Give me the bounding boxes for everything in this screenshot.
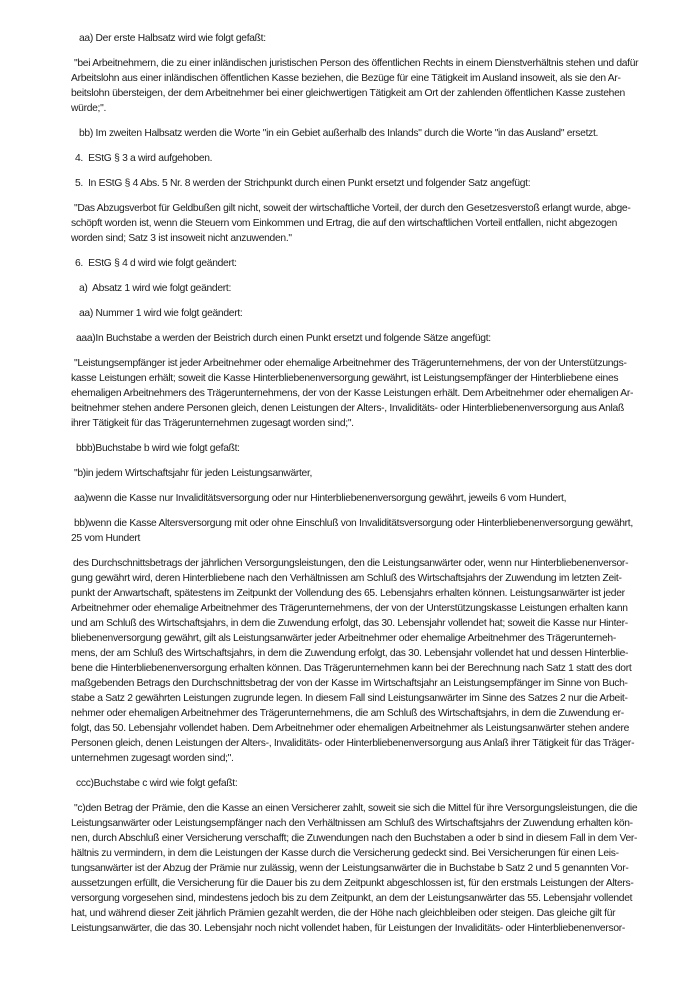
text-line: worden sind; Satz 3 ist insoweit nicht anzuwenden." [71,233,292,244]
text-line: würde;". [71,103,107,114]
paragraph [71,56,680,116]
text-line: Arbeitslohn aus einer inländischen öffentlichen Kasse beziehen, die Bezüge für eine Tätigkeit im Ausland insoweit, als sie den Ar- [71,73,621,84]
text-line: kasse Leistungen erhält; soweit die Kasse Hinterbliebenenversorgung gewährt, ist Leistungsempfänger der Hinterbliebene eines [71,373,619,384]
paragraph [71,801,680,936]
paragraph [71,556,680,766]
text-line: des Durchschnittsbetrags der jährlichen Versorgungsleistungen, den die Leistungsanwärter oder, wenn nur Hinterbliebenenversor- [73,558,629,569]
text-line: bliebenenversorgung gewährt, gilt als Leistungsanwärter jeder Arbeitnehmer oder ehemalige Arbeitnehmer des Trägerunterneh- [71,633,616,644]
paragraph [71,776,680,791]
paragraph [71,176,680,191]
paragraph [71,306,680,321]
text-line: ihrer Tätigkeit für das Trägerunternehmen zugesagt worden sind;". [71,418,354,429]
text-line: punkt der Anwartschaft, spätestens im Zeitpunkt der Vollendung des 65. Lebensjahrs erhalten können. Leistungsanwärter ist jeder [71,588,625,599]
text-line: aa) Der erste Halbsatz wird wie folgt gefaßt: [79,33,266,44]
text-line: 5. In EStG § 4 Abs. 5 Nr. 8 werden der Strichpunkt durch einen Punkt ersetzt und folgender Satz angefügt: [75,178,531,189]
text-line: "bei Arbeitnehmern, die zu einer inländischen juristischen Person des öffentlichen Rechts in einem Dienstverhältnis stehen und dafür [74,58,639,69]
paragraph [71,281,680,296]
text-line: hat, und während dieser Zeit jährlich Prämien gezahlt werden, die der Höhe nach gleichbleiben oder steigen. Das gleiche gilt für [71,908,616,919]
text-line: und am Schluß des Wirtschaftsjahrs, in dem die Zuwendung erfolgt, das 30. Lebensjahr vollendet hat; soweit die Kasse nur Hinter- [71,618,628,629]
text-line: mens, der am Schluß des Wirtschaftsjahrs, in dem die Zuwendung erfolgt, das 30. Lebensjahr vollendet hat und dessen Hinterblie- [71,648,629,659]
text-line: Leistungsanwärter, die das 30. Lebensjahr noch nicht vollendet haben, für Leistungen der Invaliditäts- oder Hinterbliebenenversor- [71,923,626,934]
paragraph [71,441,680,456]
text-line: aussetzungen erfüllt, die Versicherung für die Dauer bis zu dem Zeitpunkt abgeschlossen ist, für den erstmals Leistungen der Alters- [71,878,634,889]
paragraph [71,356,680,431]
text-line: hältnis zu vermindern, in dem die Leistungen der Kasse durch die Versicherung gedeckt sind. Bei Versicherungen für einen Leis- [71,848,619,859]
text-line: bb) Im zweiten Halbsatz werden die Worte "in ein Gebiet außerhalb des Inlands" durch die Worte "in das Ausland" ersetzt. [79,128,599,139]
text-line: schöpft worden ist, wenn die Steuern vom Einkommen und Ertrag, die auf den wirtschaftlichen Vorteil entfallen, nicht abgezogen [71,218,618,229]
text-line: ccc)Buchstabe c wird wie folgt gefaßt: [76,778,238,789]
paragraph [71,516,680,546]
text-line: a) Absatz 1 wird wie folgt geändert: [79,283,232,294]
text-line: gung gewährt wird, deren Hinterbliebene nach den Verhältnissen am Schluß des Wirtschaftsjahrs der Zuwendung im letzten Zeit- [71,573,622,584]
paragraph [71,31,680,46]
text-line: aa) Nummer 1 wird wie folgt geändert: [79,308,243,319]
paragraph [71,256,680,271]
paragraph [71,491,680,506]
text-line: bene die Hinterbliebenenversorgung erhalten können. Das Trägerunternehmen kann bei der Berechnung nach Satz 1 statt des dort [71,663,632,674]
text-line: unternehmen zugesagt worden sind;". [71,753,234,764]
text-line: tungsanwärter ist der Abzug der Prämie nur zulässig, wenn der Leistungsanwärter die in Buchstabe b Satz 2 und 5 genannten Vor- [71,863,629,874]
text-line: 6. EStG § 4 d wird wie folgt geändert: [75,258,237,269]
text-line: Personen gleich, denen Leistungen der Alters-, Invaliditäts- oder Hinterbliebenenversorgung aus Anlaß ihrer Tätigkeit für das Träger- [71,738,635,749]
text-line: ehemaligen Arbeitnehmers des Trägerunternehmens, der von der Kasse Leistungen erhält. Dem Arbeitnehmer oder ehemaligen Ar- [71,388,634,399]
text-line: aaa)In Buchstabe a werden der Beistrich durch einen Punkt ersetzt und folgende Sätze angefügt: [76,333,491,344]
text-line: Arbeitnehmer oder ehemalige Arbeitnehmer des Trägerunternehmens, der von der Unterstützungskasse Leistungen erhalten kann [71,603,628,614]
paragraph [71,151,680,166]
text-line: 4. EStG § 3 a wird aufgehoben. [75,153,213,164]
text-line: folgt, das 50. Lebensjahr vollendet haben. Dem Arbeitnehmer oder ehemaligen Arbeitnehmer als Leistungsanwärter stehen andere [71,723,630,734]
text-line: maßgebenden Betrags den Durchschnittsbetrag der von der Kasse im Wirtschaftsjahr an Leistungsempfänger im Sinne von Buch- [71,678,628,689]
text-line: nehmer oder ehemaligen Arbeitnehmer des Trägerunternehmens, die am Schluß des Wirtschaftsjahrs, in dem die Zuwendung er- [71,708,624,719]
text-line: "c)den Betrag der Prämie, den die Kasse an einen Versicherer zahlt, soweit sie sich die Mittel für ihre Versorgungsleistungen, die die [74,803,638,814]
text-line: bb)wenn die Kasse Altersversorgung mit oder ohne Einschluß von Invaliditätsversorgung oder Hinterbliebenenversorgung gewährt, [74,518,633,529]
text-line: nen, durch Abschluß einer Versicherung verschafft; die Zuwendungen nach den Buchstaben a oder b sind in diesem Fall in dem Ver- [71,833,638,844]
paragraph [71,331,680,346]
text-line: bbb)Buchstabe b wird wie folgt gefaßt: [76,443,240,454]
text-line: "Das Abzugsverbot für Geldbußen gilt nicht, soweit der wirtschaftliche Vorteil, der durch den Gesetzesverstoß erlangt wurde, abge- [74,203,631,214]
text-line: beitnehmer stehen andere Personen gleich, denen Leistungen der Alters-, Invaliditäts- oder Hinterbliebenenversorgung aus Anlaß [71,403,624,414]
text-line: 25 vom Hundert [71,533,141,544]
paragraph [71,466,680,481]
paragraph [71,126,680,141]
paragraph [71,201,680,246]
text-line: "b)in jedem Wirtschaftsjahr für jeden Leistungsanwärter, [74,468,313,479]
text-line: beitslohn übersteigen, der dem Arbeitnehmer bei einer gleichwertigen Tätigkeit am Ort der zahlenden öffentlichen Kasse zustehen [71,88,625,99]
text-line: stabe a Satz 2 gewährten Leistungen zugrunde legen. In diesem Fall sind Leistungsanwärter im Sinne des Satzes 2 nur die Arbeit- [71,693,628,704]
text-line: Leistungsanwärter oder Leistungsempfänger nach den Verhältnissen am Schluß des Wirtschaftsjahrs der Zuwendung erhalten kön- [71,818,633,829]
text-line: aa)wenn die Kasse nur Invaliditätsversorgung oder nur Hinterbliebenenversorgung gewährt, jeweils 6 vom Hundert, [74,493,567,504]
text-line: versorgung vorgesehen sind, mindestens jedoch bis zu dem Zeitpunkt, an dem der Leistungsanwärter das 55. Lebensjahr vollendet [71,893,633,904]
text-line: "Leistungsempfänger ist jeder Arbeitnehmer oder ehemalige Arbeitnehmer des Trägerunternehmens, der von der Unterstützungs- [74,358,627,369]
